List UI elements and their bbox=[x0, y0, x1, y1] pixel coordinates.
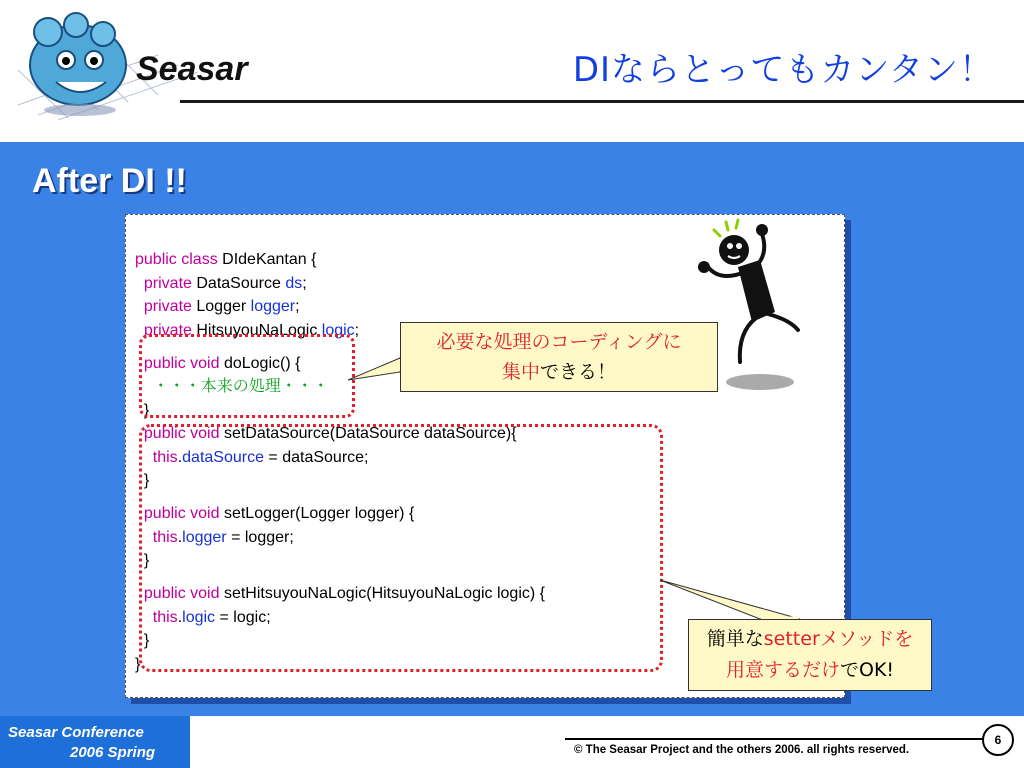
code-line: ・・・本来の処理・・・ bbox=[152, 378, 329, 396]
code-line: } bbox=[143, 401, 150, 419]
code-line: this.dataSource = dataSource; bbox=[152, 448, 369, 466]
code-line: this.logger = logger; bbox=[152, 528, 294, 546]
setter-callout: 簡単なsetterメソッドを 用意するだけでOK! bbox=[688, 619, 932, 691]
brand-text: Seasar bbox=[136, 50, 248, 88]
code-line: this.logic = logic; bbox=[152, 608, 271, 626]
code-line: } bbox=[143, 552, 150, 570]
code-line: } bbox=[143, 632, 150, 650]
code-line: private Logger logger; bbox=[143, 298, 300, 316]
subtitle: After DI !! bbox=[32, 162, 187, 200]
code-line: public class DIdeKantan { bbox=[135, 251, 317, 269]
code-line: public void setLogger(Logger logger) { bbox=[143, 505, 415, 523]
footer-rule bbox=[565, 738, 983, 740]
code-line: public void doLogic() { bbox=[143, 354, 301, 372]
seasar-logo bbox=[8, 10, 308, 120]
conference-season: 2006 Spring bbox=[70, 744, 156, 761]
shisa-icon bbox=[30, 13, 126, 116]
title-rule bbox=[180, 100, 1024, 103]
dologic-highlight bbox=[139, 334, 355, 418]
code-line: private DataSource ds; bbox=[143, 274, 307, 292]
page-number: 6 bbox=[982, 724, 1014, 756]
code-line: private HitsuyouNaLogic logic; bbox=[143, 321, 360, 339]
setters-highlight bbox=[139, 424, 663, 672]
conference-name: Seasar Conference bbox=[8, 724, 144, 741]
code-line: } bbox=[135, 655, 141, 673]
code-line: public void setHitsuyouNaLogic(HitsuyouNaLogic logic) { bbox=[143, 585, 545, 603]
code-line: public void setDataSource(DataSource dataSource){ bbox=[143, 425, 517, 443]
code-line: } bbox=[143, 471, 150, 489]
jumping-person-icon bbox=[690, 212, 820, 397]
slide-title: DIならとってもカンタン！ bbox=[572, 50, 994, 90]
focus-callout: 必要な処理のコーディングに 集中できる！ bbox=[400, 322, 718, 392]
copyright-text: © The Seasar Project and the others 2006. all rights reserved. bbox=[574, 744, 910, 756]
slide-header bbox=[0, 0, 1024, 142]
conference-badge bbox=[0, 716, 190, 768]
